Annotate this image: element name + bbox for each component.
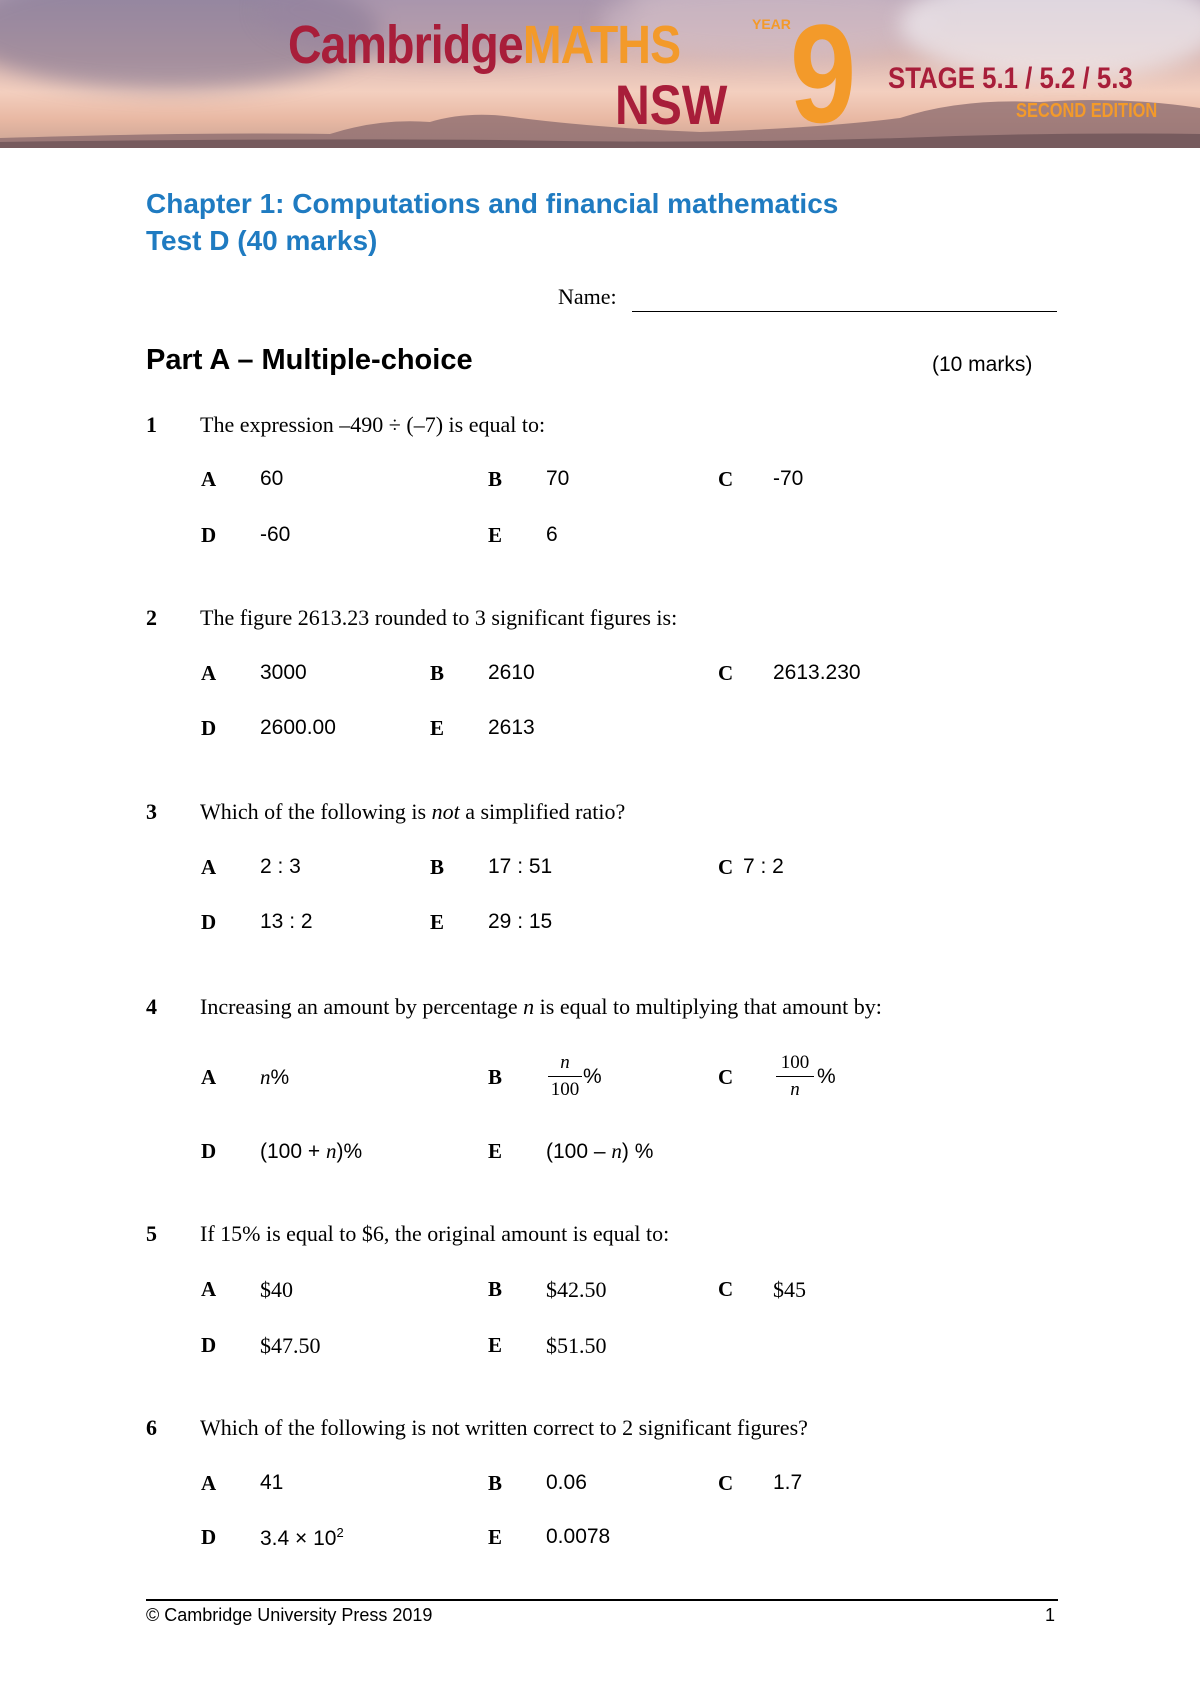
- question-number: 4: [146, 994, 157, 1019]
- question-number: 6: [146, 1415, 157, 1440]
- option-letter: B: [488, 1065, 503, 1089]
- header-banner: [0, 0, 1200, 148]
- option-value: 6: [546, 523, 558, 546]
- option-value: 60: [260, 467, 284, 490]
- option-letter: B: [430, 661, 445, 685]
- option-value: $47.50: [260, 1333, 321, 1358]
- test-title: Test D (40 marks): [146, 225, 378, 256]
- option-letter: D: [201, 1139, 217, 1163]
- option-value: 17 : 51: [488, 855, 553, 878]
- option-letter: D: [201, 1333, 217, 1357]
- option-letter: B: [488, 467, 503, 491]
- question-number: 5: [146, 1221, 157, 1246]
- question-text: If 15% is equal to $6, the original amount is equal to:: [200, 1221, 670, 1246]
- page-title: [146, 185, 838, 259]
- option-letter: A: [201, 661, 217, 685]
- option-value: 41: [260, 1471, 284, 1494]
- option-value: 3000: [260, 661, 307, 684]
- brand-logo: CambridgeMATHS: [288, 15, 681, 75]
- option-value: $45: [773, 1277, 806, 1302]
- fraction-n-over-100: n 100: [548, 1052, 582, 1101]
- option-value: $3.4 \times 10^2$: [260, 1525, 344, 1550]
- option-letter: A: [201, 855, 217, 879]
- copyright: © Cambridge University Press 2019: [146, 1605, 433, 1625]
- edition-label: SECOND EDITION: [1016, 100, 1158, 122]
- option-letter: D: [201, 716, 217, 740]
- option-value: 0.0078: [546, 1525, 611, 1548]
- question-text: Increasing an amount by percentage n is equal to multiplying that amount by:: [200, 994, 882, 1019]
- option-letter: A: [201, 467, 217, 491]
- option-letter: C: [718, 855, 734, 879]
- option-letter: C: [718, 467, 734, 491]
- option-value: -70: [773, 467, 804, 490]
- option-letter: A: [201, 1065, 217, 1089]
- question-number: 3: [146, 799, 157, 824]
- option-value: 13 : 2: [260, 910, 313, 933]
- percent-sign: %: [817, 1065, 836, 1088]
- option-value: (100 + n)%: [260, 1139, 363, 1163]
- option-letter: B: [488, 1471, 503, 1495]
- name-label: Name:: [558, 284, 617, 309]
- year-label: YEAR: [752, 16, 791, 32]
- option-letter: C: [718, 1277, 734, 1301]
- option-value: n%: [260, 1065, 290, 1089]
- option-letter: A: [201, 1471, 217, 1495]
- option-letter: C: [718, 1065, 734, 1089]
- option-value: 70: [546, 467, 570, 490]
- option-letter: E: [488, 1525, 503, 1549]
- brand-state: NSW: [615, 73, 728, 136]
- option-value: -60: [260, 523, 291, 546]
- option-letter: E: [488, 1333, 503, 1357]
- part-heading: Part A – Multiple-choice: [146, 344, 473, 376]
- option-value: $42.50: [546, 1277, 607, 1302]
- option-letter: E: [430, 910, 445, 934]
- option-letter: B: [430, 855, 445, 879]
- option-value: $51.50: [546, 1333, 607, 1358]
- option-letter: A: [201, 1277, 217, 1301]
- part-marks: (10 marks): [932, 353, 1033, 376]
- option-letter: B: [488, 1277, 503, 1301]
- option-value: (100 – n) %: [546, 1139, 654, 1163]
- question-text: Which of the following is not a simplified ratio?: [200, 799, 626, 824]
- stage-label: STAGE 5.1 / 5.2 / 5.3: [888, 62, 1133, 95]
- option-letter: E: [488, 523, 503, 547]
- option-value: 1.7: [773, 1471, 803, 1494]
- option-letter: C: [718, 1471, 734, 1495]
- question-number: 1: [146, 412, 157, 437]
- year-number: 9: [790, 0, 857, 148]
- chapter-title: Chapter 1: Computations and financial mathematics: [146, 188, 839, 219]
- question-text: The expression –490 ÷ (–7) is equal to:: [200, 412, 546, 437]
- option-value: 2613: [488, 716, 535, 739]
- option-value: 2 : 3: [260, 855, 301, 878]
- option-value: 7 : 2: [743, 855, 784, 878]
- footer-divider: [146, 1599, 1058, 1601]
- question-text: Which of the following is not written correct to 2 significant figures?: [200, 1415, 808, 1440]
- option-value: $40: [260, 1277, 293, 1302]
- question-number: 2: [146, 605, 157, 630]
- option-letter: D: [201, 910, 217, 934]
- option-letter: E: [488, 1139, 503, 1163]
- question-text: The figure 2613.23 rounded to 3 significant figures is:: [200, 605, 678, 630]
- option-value: 29 : 15: [488, 910, 553, 933]
- name-field-line[interactable]: [632, 311, 1057, 312]
- page-number: 1: [1045, 1605, 1056, 1625]
- percent-sign: %: [583, 1065, 602, 1088]
- option-value: 2610: [488, 661, 535, 684]
- option-value: 0.06: [546, 1471, 587, 1494]
- option-letter: C: [718, 661, 734, 685]
- option-letter: E: [430, 716, 445, 740]
- option-value: 2613.230: [773, 661, 861, 684]
- fraction-100-over-n: 100 n: [776, 1052, 814, 1101]
- option-letter: D: [201, 1525, 217, 1549]
- option-letter: D: [201, 523, 217, 547]
- option-value: 2600.00: [260, 716, 336, 739]
